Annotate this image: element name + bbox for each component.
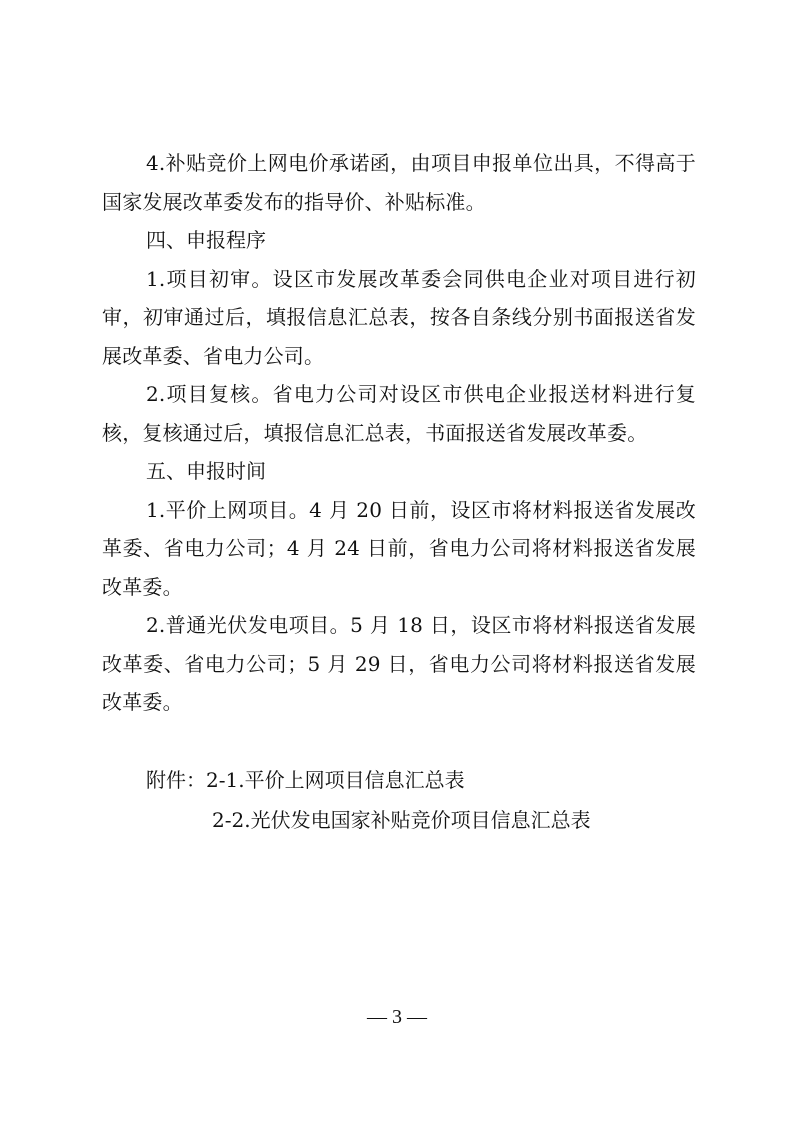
page-number: — 3 — xyxy=(367,1006,427,1028)
heading-application-procedure: 四、申报程序 xyxy=(146,228,266,252)
paragraph-initial-review: 1.项目初审。设区市发展改革委会同供电企业对项目进行初审，初审通过后，填报信息汇总表，按各自条线分别书面报送省发展改革委、省电力公司。 xyxy=(102,266,696,368)
paragraph-re-review: 2.项目复核。省电力公司对设区市供电企业报送材料进行复核，复核通过后，填报信息汇总表，书面报送省发展改革委。 xyxy=(102,382,696,445)
paragraph-grid-parity-projects: 1.平价上网项目。4 月 20 日前，设区市将材料报送省发展改革委、省电力公司；4 月 24 日前，省电力公司将材料报送省发展改革委。 xyxy=(102,497,696,599)
document-body xyxy=(102,144,696,722)
attachments-list xyxy=(146,760,706,840)
paragraph-ordinary-pv-projects: 2.普通光伏发电项目。5 月 18 日，设区市将材料报送省发展改革委、省电力公司；5 月 29 日，省电力公司将材料报送省发展改革委。 xyxy=(102,613,696,714)
heading-application-time: 五、申报时间 xyxy=(146,459,266,483)
attachment-item-2: 2-2.光伏发电国家补贴竞价项目信息汇总表 xyxy=(212,808,591,832)
paragraph-commitment-letter: 4.补贴竞价上网电价承诺函，由项目申报单位出具，不得高于国家发展改革委发布的指导价、补贴标准。 xyxy=(102,151,696,214)
attachment-item-1: 附件：2-1.平价上网项目信息汇总表 xyxy=(146,768,465,792)
